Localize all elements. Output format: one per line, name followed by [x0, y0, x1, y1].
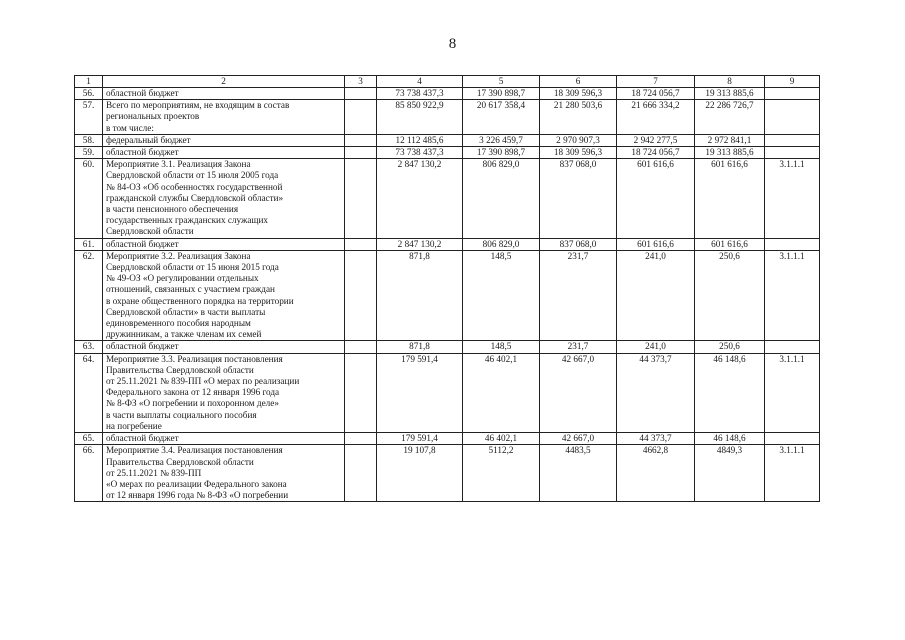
row-description: Мероприятие 3.2. Реализация Закона Свердловской области от 15 июня 2015 года № 49-ОЗ «О регулировании отдельных отношений, связанных с участием граждан в охране общественного порядка на территории Свердловской области» в части выплаты единовременного пособия народным дружинникам, а также членам их семей — [103, 250, 345, 341]
col-header-7: 7 — [617, 76, 695, 88]
row-description: областной бюджет — [103, 341, 345, 353]
value-col-8: 46 148,6 — [695, 353, 765, 432]
value-col-5: 806 829,0 — [463, 159, 540, 238]
row-target-ref — [765, 100, 820, 135]
value-col-6: 18 309 596,3 — [540, 88, 617, 100]
col-header-3: 3 — [345, 76, 377, 88]
value-col-6: 4483,5 — [540, 445, 617, 502]
value-col-8: 22 286 726,7 — [695, 100, 765, 135]
value-col-7: 18 724 056,7 — [617, 147, 695, 159]
row-source — [345, 433, 377, 445]
row-number: 58. — [75, 134, 103, 146]
row-description: Всего по мероприятиям, не входящим в состав региональных проектов в том числе: — [103, 100, 345, 135]
col-header-1: 1 — [75, 76, 103, 88]
value-col-8: 250,6 — [695, 341, 765, 353]
row-target-ref: 3.1.1.1 — [765, 250, 820, 341]
value-col-7: 44 373,7 — [617, 433, 695, 445]
col-header-2: 2 — [103, 76, 345, 88]
value-col-5: 806 829,0 — [463, 238, 540, 250]
row-number: 63. — [75, 341, 103, 353]
row-source — [345, 159, 377, 238]
value-col-8: 601 616,6 — [695, 238, 765, 250]
value-col-7: 18 724 056,7 — [617, 88, 695, 100]
value-total: 73 738 437,3 — [377, 88, 463, 100]
value-col-5: 148,5 — [463, 250, 540, 341]
value-col-7: 4662,8 — [617, 445, 695, 502]
col-header-5: 5 — [463, 76, 540, 88]
value-total: 73 738 437,3 — [377, 147, 463, 159]
row-target-ref — [765, 341, 820, 353]
row-number: 60. — [75, 159, 103, 238]
value-col-6: 2 970 907,3 — [540, 134, 617, 146]
value-col-6: 21 280 503,6 — [540, 100, 617, 135]
row-source — [345, 238, 377, 250]
value-col-5: 148,5 — [463, 341, 540, 353]
col-header-9: 9 — [765, 76, 820, 88]
row-source — [345, 353, 377, 432]
header-row — [75, 76, 820, 88]
row-description: федеральный бюджет — [103, 134, 345, 146]
value-col-7: 21 666 334,2 — [617, 100, 695, 135]
value-col-5: 5112,2 — [463, 445, 540, 502]
row-description: областной бюджет — [103, 88, 345, 100]
value-total: 179 591,4 — [377, 433, 463, 445]
budget-table — [74, 75, 820, 502]
row-description: областной бюджет — [103, 147, 345, 159]
row-source — [345, 134, 377, 146]
value-col-8: 19 313 885,6 — [695, 147, 765, 159]
row-number: 57. — [75, 100, 103, 135]
value-col-7: 241,0 — [617, 341, 695, 353]
row-number: 65. — [75, 433, 103, 445]
value-col-5: 46 402,1 — [463, 433, 540, 445]
value-total: 85 850 922,9 — [377, 100, 463, 135]
row-target-ref: 3.1.1.1 — [765, 353, 820, 432]
col-header-6: 6 — [540, 76, 617, 88]
value-col-7: 44 373,7 — [617, 353, 695, 432]
value-col-5: 17 390 898,7 — [463, 147, 540, 159]
value-col-6: 18 309 596,3 — [540, 147, 617, 159]
value-col-6: 837 068,0 — [540, 238, 617, 250]
value-total: 2 847 130,2 — [377, 238, 463, 250]
value-col-6: 231,7 — [540, 341, 617, 353]
row-source — [345, 147, 377, 159]
row-description: Мероприятие 3.1. Реализация Закона Свердловской области от 15 июля 2005 года № 84-ОЗ «Об особенностях государственной гражданской службы Свердловской области» в части пенсионного обеспечения государственных гражданских служащих Свердловской области — [103, 159, 345, 238]
row-number: 66. — [75, 445, 103, 502]
value-col-7: 601 616,6 — [617, 238, 695, 250]
row-number: 62. — [75, 250, 103, 341]
value-col-5: 17 390 898,7 — [463, 88, 540, 100]
table-row — [75, 159, 820, 238]
row-description: областной бюджет — [103, 238, 345, 250]
value-col-7: 241,0 — [617, 250, 695, 341]
row-number: 61. — [75, 238, 103, 250]
row-target-ref — [765, 433, 820, 445]
row-target-ref — [765, 238, 820, 250]
value-col-8: 2 972 841,1 — [695, 134, 765, 146]
value-col-8: 250,6 — [695, 250, 765, 341]
row-source — [345, 445, 377, 502]
value-total: 12 112 485,6 — [377, 134, 463, 146]
table-row — [75, 134, 820, 146]
row-number: 59. — [75, 147, 103, 159]
value-col-8: 601 616,6 — [695, 159, 765, 238]
table-row — [75, 353, 820, 432]
row-target-ref: 3.1.1.1 — [765, 445, 820, 502]
value-total: 19 107,8 — [377, 445, 463, 502]
table-body — [75, 88, 820, 502]
row-number: 56. — [75, 88, 103, 100]
value-col-5: 3 226 459,7 — [463, 134, 540, 146]
row-target-ref — [765, 88, 820, 100]
row-source — [345, 341, 377, 353]
row-target-ref — [765, 134, 820, 146]
col-header-4: 4 — [377, 76, 463, 88]
table-row — [75, 238, 820, 250]
value-total: 179 591,4 — [377, 353, 463, 432]
value-total: 2 847 130,2 — [377, 159, 463, 238]
row-description: областной бюджет — [103, 433, 345, 445]
value-col-5: 46 402,1 — [463, 353, 540, 432]
value-total: 871,8 — [377, 250, 463, 341]
page-number: 8 — [448, 36, 457, 52]
value-col-8: 46 148,6 — [695, 433, 765, 445]
table-row — [75, 445, 820, 502]
value-col-6: 231,7 — [540, 250, 617, 341]
row-source — [345, 100, 377, 135]
col-header-8: 8 — [695, 76, 765, 88]
table-row — [75, 341, 820, 353]
value-total: 871,8 — [377, 341, 463, 353]
value-col-7: 2 942 277,5 — [617, 134, 695, 146]
row-number: 64. — [75, 353, 103, 432]
value-col-8: 19 313 885,6 — [695, 88, 765, 100]
value-col-5: 20 617 358,4 — [463, 100, 540, 135]
table-row — [75, 250, 820, 341]
row-description: Мероприятие 3.3. Реализация постановления Правительства Свердловской области от 25.11.2021 № 839-ПП «О мерах по реализации Федерального закона от 12 января 1996 года № 8-ФЗ «О погребении и похоронном деле» в части выплаты социального пособия на погребение — [103, 353, 345, 432]
value-col-7: 601 616,6 — [617, 159, 695, 238]
row-description: Мероприятие 3.4. Реализация постановления Правительства Свердловской области от 25.11.2021 № 839-ПП «О мерах по реализации Федерального закона от 12 января 1996 года № 8-ФЗ «О погребении — [103, 445, 345, 502]
table-row — [75, 147, 820, 159]
row-target-ref — [765, 147, 820, 159]
row-target-ref: 3.1.1.1 — [765, 159, 820, 238]
value-col-6: 42 667,0 — [540, 433, 617, 445]
value-col-8: 4849,3 — [695, 445, 765, 502]
table-row — [75, 88, 820, 100]
row-source — [345, 88, 377, 100]
value-col-6: 42 667,0 — [540, 353, 617, 432]
table-row — [75, 433, 820, 445]
value-col-6: 837 068,0 — [540, 159, 617, 238]
row-source — [345, 250, 377, 341]
table-row — [75, 100, 820, 135]
